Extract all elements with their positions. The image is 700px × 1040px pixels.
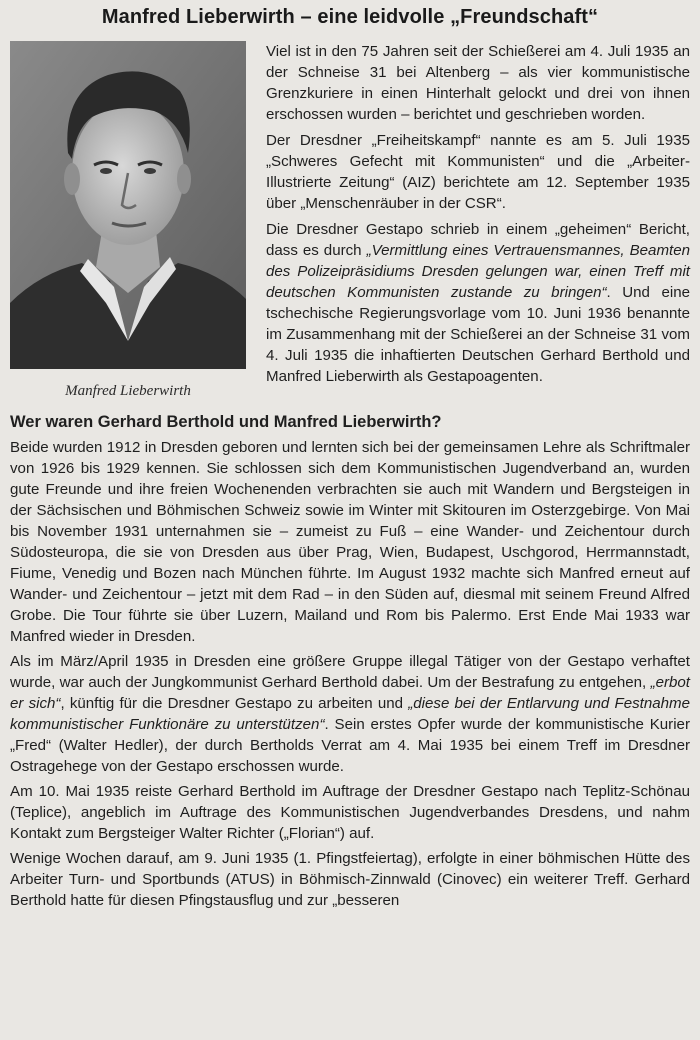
- gestapo-quote: „Vermittlung eines Vertrauensmannes, Beamten des Polizeipräsidiums Dresden gelungen war, einen Treff mit deutschen Kommunisten zustande zu bringen“: [266, 242, 690, 301]
- intro-paragraph-3: [266, 219, 690, 387]
- offer-quote: „erbot er sich“: [10, 674, 690, 712]
- intro-paragraph-1: Viel ist in den 75 Jahren seit der Schießerei am 4. Juli 1935 an der Schneise 31 bei Altenberg – als vier kommunistische Grenzkuriere in einen Hinterhalt gelockt und drei von ihnen erschossen wurden – berichtet und geschrieben worden.: [266, 43, 690, 123]
- body-paragraph-2: [10, 651, 690, 777]
- intro-section: [10, 41, 690, 400]
- body-paragraph-2-middle: , künftig für die Dresdner Gestapo zu arbeiten und: [60, 695, 409, 712]
- intro-paragraph-3-rest: . Und eine tschechische Regierungsvorlage vom 10. Juni 1936 benannte im Zusammenhang mit der Schießerei an der Schneise 31 vom 4. Juli 1935 die inhaftierten Deutschen Gerhard Berthold und Manfred Lieberwirth als Gestapoagenten.: [266, 284, 690, 385]
- portrait-photo: [10, 41, 246, 369]
- body-paragraph-3: Am 10. Mai 1935 reiste Gerhard Berthold im Auftrage der Dresdner Gestapo nach Teplitz-Schönau (Teplice), angeblich im Auftrage des Kommunistischen Jugendverbandes Dresdens, und nahm Kontakt zum Bergsteiger Walter Richter („Florian“) auf.: [10, 783, 690, 842]
- section-heading: Wer waren Gerhard Berthold und Manfred Lieberwirth?: [10, 413, 442, 431]
- photo-caption: Manfred Lieberwirth: [65, 383, 191, 399]
- intro-text: [266, 41, 690, 400]
- page-title: Manfred Lieberwirth – eine leidvolle „Freundschaft“: [101, 6, 599, 28]
- body-paragraph-1: Beide wurden 1912 in Dresden geboren und lernten sich bei der gemeinsamen Lehre als Schriftmaler von 1926 bis 1929 kennen. Sie schlossen sich dem Kommunistischen Jugendverband an, wurden gute Freunde und ihre freien Wochenenden verbrachten sie auch mit Wandern und Bergsteigen in der Sächsischen und Böhmischen Schweiz sowie im Winter mit Skitouren im Osterzgebirge. Von Mai bis November 1931 unternahmen sie – zumeist zu Fuß – eine Wander- und Zeichentour durch Südosteuropa, die sie von Dresden aus über Prag, Wien, Budapest, Uschgorod, Herrmannstadt, Fiume, Venedig und Bozen nach München führte. Im August 1932 machte sich Manfred erneut auf Wander- und Zeichentour – jetzt mit dem Rad – in den Süden auf, diesmal mit seinem Freund Alfred Grobe. Die Tour führte sie über Luzern, Mailand und Rom bis Palermo. Erst Ende Mai 1933 war Manfred wieder in Dresden.: [10, 439, 690, 645]
- intro-paragraph-2: Der Dresdner „Freiheitskampf“ nannte es am 5. Juli 1935 „Schweres Gefecht mit Kommunisten“ und die „Arbeiter-Illustrierte Zeitung“ (AIZ) berichtete am 12. September 1935 über „Menschenräuber in der CSR“.: [266, 132, 690, 212]
- intro-paragraph-3-text: Die Dresdner Gestapo schrieb in einem „geheimen“ Bericht, dass es durch: [266, 221, 690, 259]
- body-paragraph-2-rest: . Sein erstes Opfer wurde der kommunistische Kurier „Fred“ (Walter Hedler), der durch Bertholds Verrat am 4. Mai 1935 bei einem Treff im Dresdner Ostragehege von der Gestapo erschossen wurde.: [10, 716, 690, 775]
- body-paragraph-4: Wenige Wochen darauf, am 9. Juni 1935 (1. Pfingstfeiertag), erfolgte in einer böhmischen Hütte des Arbeiter Turn- und Sportbunds (ATUS) in Böhmisch-Zinnwald (Cinovec) ein weiterer Treff. Gerhard Berthold hatte für diesen Pfingstausflug und zur „besseren: [10, 850, 690, 909]
- body-text: [10, 437, 690, 911]
- body-paragraph-2-text: Als im März/April 1935 in Dresden eine größere Gruppe illegal Tätiger von der Gestapo verhaftet wurde, war auch der Jungkommunist Gerhard Berthold dabei. Um der Bestrafung zu entgehen,: [10, 653, 690, 691]
- portrait-illustration: [10, 41, 246, 369]
- photo-column: [10, 41, 246, 400]
- support-quote: „diese bei der Entlarvung und Festnahme kommunistischer Funktionäre zu unterstützen“: [10, 695, 691, 733]
